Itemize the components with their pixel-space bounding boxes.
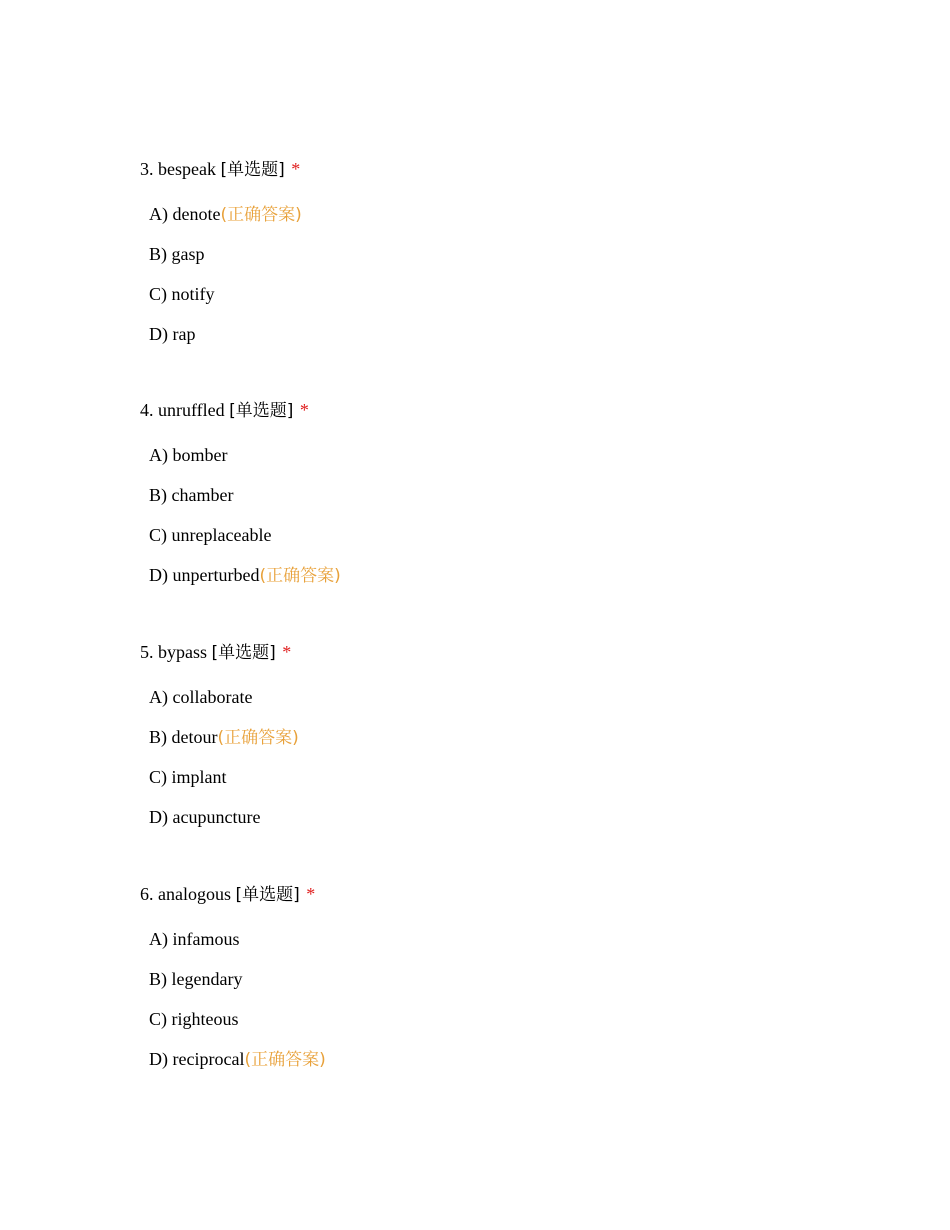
option-item (149, 1048, 840, 1070)
option-list (140, 928, 840, 1070)
option-text: B) gasp (149, 244, 205, 264)
option-text: D) unperturbed (149, 565, 260, 585)
correct-answer-marker: (正确答案) (244, 1050, 326, 1070)
option-text: A) denote (149, 204, 221, 224)
question-text: 6. analogous (140, 884, 236, 904)
option-item (149, 806, 840, 828)
option-item (149, 766, 840, 788)
question-type: [单选题] (235, 885, 300, 905)
option-text: D) rap (149, 324, 196, 344)
question-block (140, 158, 840, 363)
required-marker: * (299, 400, 309, 420)
option-item (149, 283, 840, 305)
option-item (149, 968, 840, 990)
option-text: B) legendary (149, 969, 243, 989)
option-text: C) notify (149, 284, 215, 304)
question-title (140, 399, 840, 421)
question-block (140, 641, 840, 846)
question-title (140, 158, 840, 180)
option-text: C) unreplaceable (149, 525, 272, 545)
option-item (149, 928, 840, 950)
correct-answer-marker: (正确答案) (220, 205, 302, 225)
required-marker: * (306, 884, 316, 904)
question-text: 5. bypass (140, 642, 212, 662)
correct-answer-marker: (正确答案) (217, 728, 299, 748)
question-text: 3. bespeak (140, 159, 221, 179)
option-text: D) acupuncture (149, 807, 261, 827)
option-text: C) implant (149, 767, 227, 787)
option-list (140, 686, 840, 828)
option-text: B) detour (149, 727, 218, 747)
option-list (140, 444, 840, 586)
option-item (149, 1008, 840, 1030)
option-item (149, 726, 840, 748)
question-block (140, 883, 840, 1088)
option-item (149, 323, 840, 345)
option-item (149, 524, 840, 546)
option-text: A) collaborate (149, 687, 253, 707)
option-item (149, 484, 840, 506)
question-type: [单选题] (220, 160, 285, 180)
question-type: [单选题] (211, 643, 276, 663)
required-marker: * (291, 159, 301, 179)
question-title (140, 641, 840, 663)
option-text: A) bomber (149, 445, 228, 465)
correct-answer-marker: (正确答案) (259, 566, 341, 586)
option-list (140, 203, 840, 345)
question-type: [单选题] (229, 401, 294, 421)
option-text: A) infamous (149, 929, 240, 949)
question-text: 4. unruffled (140, 400, 230, 420)
question-title (140, 883, 840, 905)
option-text: D) reciprocal (149, 1049, 245, 1069)
option-item (149, 243, 840, 265)
required-marker: * (282, 642, 292, 662)
option-text: B) chamber (149, 485, 234, 505)
option-text: C) righteous (149, 1009, 239, 1029)
option-item (149, 203, 840, 225)
option-item (149, 686, 840, 708)
question-block (140, 399, 840, 604)
option-item (149, 444, 840, 466)
option-item (149, 564, 840, 586)
